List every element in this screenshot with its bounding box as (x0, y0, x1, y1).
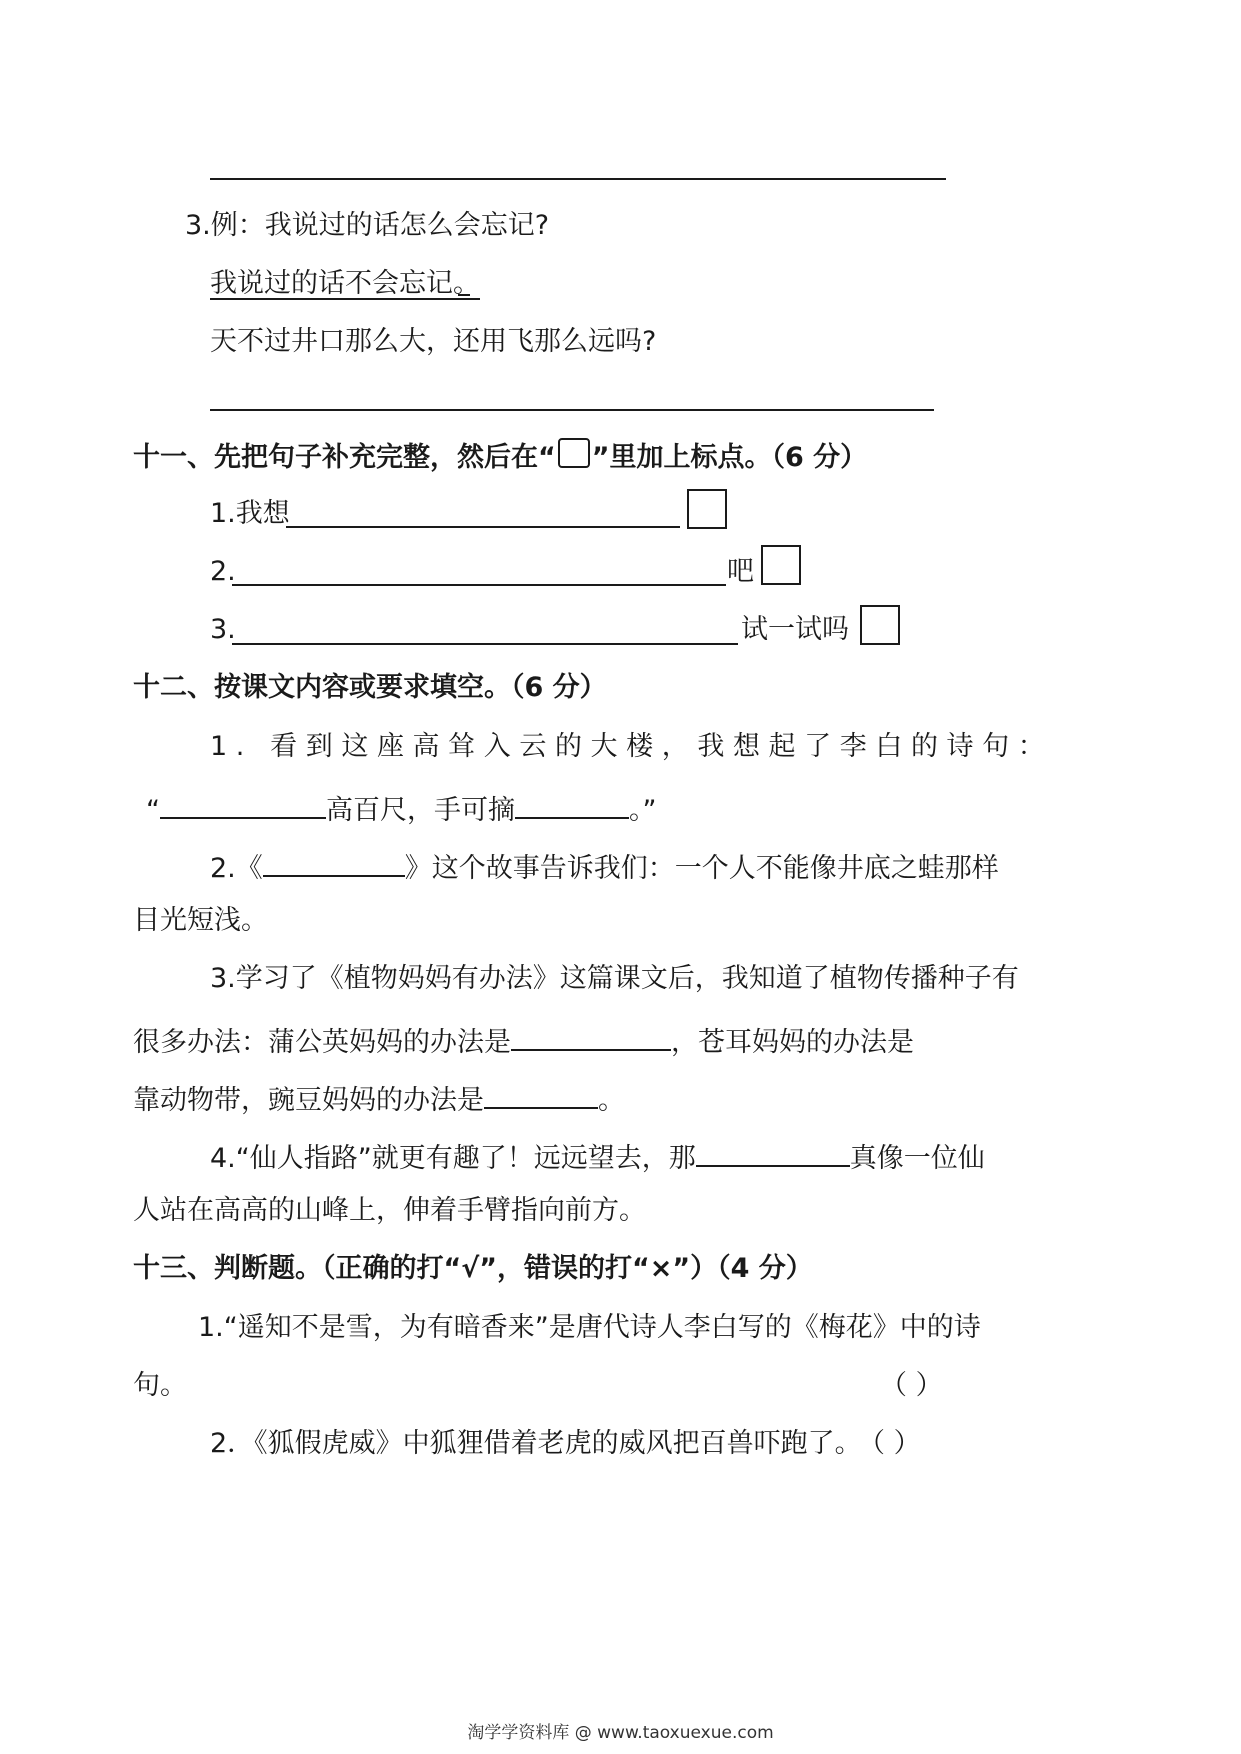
s12-q3-line3-b: 。 (598, 1085, 625, 1116)
s12-q3-line1: 3.学习了《植物妈妈有办法》这篇课文后，我知道了植物传播种子有 (210, 963, 1019, 994)
s11-item-1-line[interactable] (286, 526, 680, 528)
s12-q2-line2: 目光短浅。 (133, 905, 268, 936)
answer-line-prev[interactable] (210, 178, 946, 180)
s12-q4-blank[interactable] (696, 1135, 850, 1167)
s12-q4-line2: 人站在高高的山峰上，伸着手臂指向前方。 (133, 1195, 646, 1226)
s12-q2-line1 (210, 845, 999, 887)
s11-item-3-punct-box[interactable] (860, 605, 900, 645)
s10-q3-label: 3.例：我说过的话怎么会忘记? (185, 210, 550, 241)
s12-q1-open-quote: “ (146, 795, 160, 826)
s12-q1-blank-1[interactable] (160, 787, 326, 819)
s13-q1-line2: 句。 (133, 1370, 187, 1401)
s11-item-1-punct-box[interactable] (687, 489, 727, 529)
s10-q3-task: 天不过井口那么大，还用飞那么远吗? (210, 326, 657, 357)
s13-q2-answer-paren[interactable]: （ ） (858, 1428, 921, 1459)
s11-heading-part-a: 十一、先把句子补充完整，然后在“ (133, 442, 556, 473)
s11-heading-box (558, 438, 590, 468)
s12-q2-rest: 》这个故事告诉我们：一个人不能像井底之蛙那样 (404, 853, 999, 884)
s11-item-2-suffix: 吧 (727, 556, 754, 587)
s11-item-3-prefix: 3. (210, 614, 236, 645)
s12-q1-line1: 1. 看到这座高耸入云的大楼，我想起了李白的诗句： (210, 731, 1054, 762)
s10-q3-answer-line[interactable] (210, 409, 934, 411)
s11-item-2-prefix: 2. (210, 556, 236, 587)
s13-q1-answer-paren[interactable]: （ ） (880, 1370, 943, 1401)
s12-q1-blank-2[interactable] (515, 787, 629, 819)
s10-q3-example-underline-ext (458, 294, 470, 296)
s12-q1-middle: 高百尺，手可摘 (326, 795, 515, 826)
s13-q2-text: 2．《狐假虎威》中狐狸借着老虎的威风把百兽吓跑了。 (210, 1428, 862, 1459)
s12-q4-line1 (210, 1135, 985, 1177)
s12-q1-close: 。” (629, 795, 657, 826)
s13-heading: 十三、判断题。（正确的打“√”，错误的打“×”）（4 分） (133, 1253, 813, 1284)
s11-item-3-line[interactable] (232, 643, 738, 645)
s12-q3-blank-2[interactable] (484, 1077, 598, 1109)
s12-q3-line2-a: 很多办法：蒲公英妈妈的办法是 (133, 1027, 511, 1058)
footer-watermark: 淘学学资料库 @ www.taoxuexue.com (467, 1723, 774, 1743)
s12-q4-line1-b: 真像一位仙 (849, 1143, 985, 1174)
s12-q1-line2 (146, 787, 657, 829)
s12-q3-line2-b: ，苍耳妈妈的办法是 (671, 1027, 914, 1058)
s11-item-2-punct-box[interactable] (761, 545, 801, 585)
s12-q3-blank-1[interactable] (511, 1019, 671, 1051)
s10-q3-example-answer: 我说过的话不会忘记。 (210, 268, 480, 299)
s12-q3-line3 (133, 1077, 625, 1119)
s11-heading (133, 438, 867, 476)
s12-q2-blank[interactable] (263, 845, 405, 877)
s11-item-1-prefix: 1.我想 (210, 498, 290, 529)
s12-q3-line3-a: 靠动物带，豌豆妈妈的办法是 (133, 1085, 484, 1116)
s12-q4-line1-a: 4.“仙人指路”就更有趣了！远远望去，那 (210, 1143, 696, 1174)
s11-item-2-line[interactable] (232, 584, 726, 586)
s12-heading: 十二、按课文内容或要求填空。（6 分） (133, 672, 607, 703)
s11-heading-part-b: ”里加上标点。（6 分） (591, 442, 868, 473)
s13-q1-line1: 1.“遥知不是雪，为有暗香来”是唐代诗人李白写的《梅花》中的诗 (198, 1312, 981, 1343)
s12-q2-open: 2.《 (210, 853, 263, 884)
s12-q3-line2 (133, 1019, 914, 1061)
s11-item-3-suffix: 试一试吗 (741, 614, 849, 645)
